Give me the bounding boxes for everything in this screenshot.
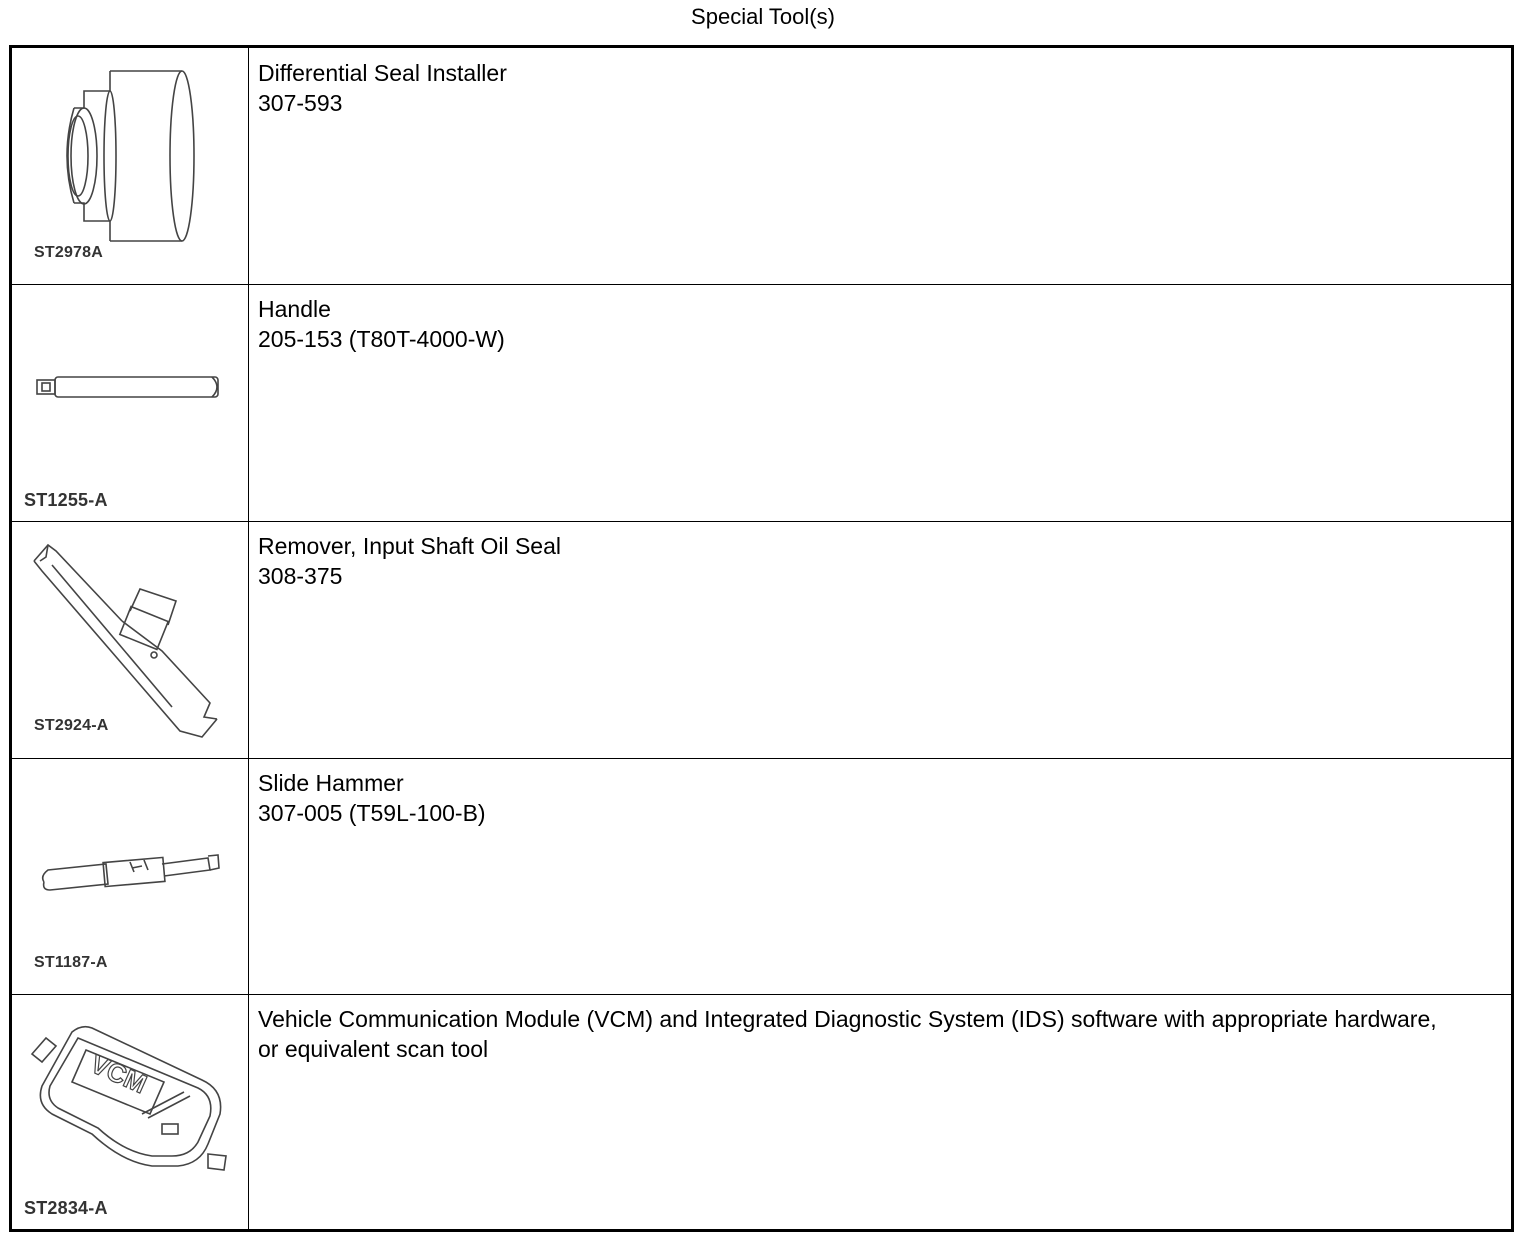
table-row [12, 284, 1511, 522]
tool-description [258, 768, 1451, 828]
tool-image-cell [12, 521, 249, 758]
tool-name: Differential Seal Installer [258, 60, 507, 86]
tool-number: 205-153 (T80T-4000-W) [258, 326, 505, 352]
tool-image-code: ST1187-A [34, 954, 108, 971]
table-row [12, 521, 1511, 759]
tool-name: Remover, Input Shaft Oil Seal [258, 533, 561, 559]
tool-name: Handle [258, 296, 331, 322]
tool-description [258, 1004, 1451, 1064]
tool-image-cell [12, 48, 249, 284]
tool-name: Vehicle Communication Module (VCM) and Integrated Diagnostic System (IDS) software with appropriate hardware, or equivalent scan tool [258, 1006, 1437, 1062]
tool-description [258, 294, 1451, 354]
special-tools-table [9, 45, 1514, 1232]
tool-name: Slide Hammer [258, 770, 404, 796]
tool-number: 307-593 [258, 90, 343, 116]
tool-image-code: ST2834-A [24, 1198, 108, 1218]
table-row [12, 994, 1511, 1229]
tool-image-code: ST2978A [34, 244, 103, 261]
tool-image-cell [12, 284, 249, 521]
tool-number: 308-375 [258, 563, 343, 589]
tool-number: 307-005 (T59L-100-B) [258, 800, 486, 826]
handle-icon [12, 284, 248, 521]
table-row [12, 48, 1511, 285]
tool-description [258, 58, 1451, 118]
vcm-logo-text: VCM [86, 1048, 152, 1100]
page-title: Special Tool(s) [691, 4, 835, 29]
tool-image-code: ST1255-A [24, 490, 108, 510]
vcm-module-icon [12, 994, 248, 1229]
tool-image-code: ST2924-A [34, 717, 109, 734]
tool-image-cell [12, 994, 249, 1229]
tool-description [258, 531, 1451, 591]
table-row [12, 758, 1511, 995]
tool-image-cell [12, 758, 249, 994]
